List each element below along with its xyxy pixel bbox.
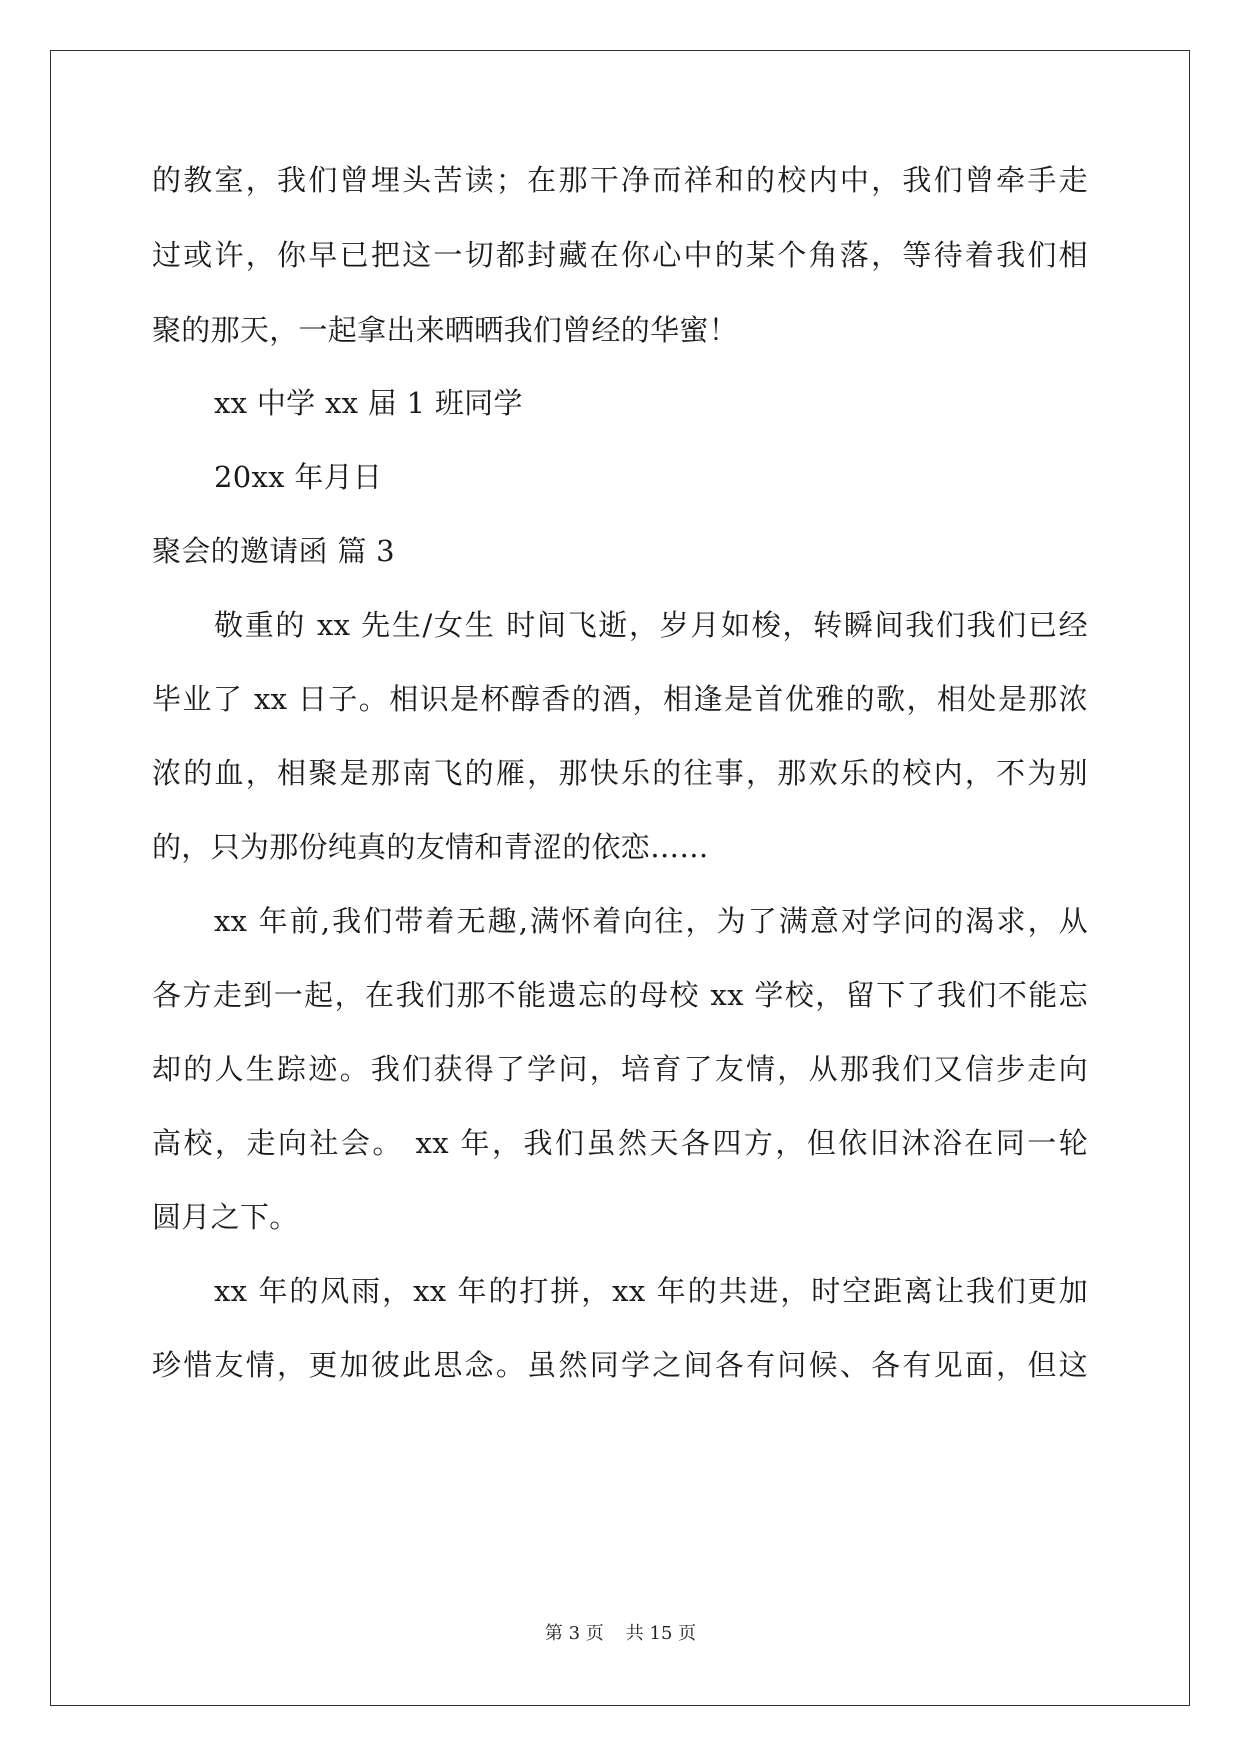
page-border [50, 50, 1190, 1706]
text-line: 珍惜友情，更加彼此思念。虽然同学之间各有问候、各有见面，但这 [152, 1348, 1088, 1382]
text-line: 高校，走向社会。 xx 年，我们虽然天各四方，但依旧沐浴在同一轮 [152, 1126, 1088, 1160]
text-line: 毕业了 xx 日子。相识是杯醇香的酒，相逢是首优雅的歌，相处是那浓 [152, 682, 1088, 716]
date-line: 20xx 年月日 [214, 460, 383, 494]
page-number: 第 3 页 [544, 1623, 604, 1644]
text-line: xx 年前,我们带着无趣,满怀着向往，为了满意对学问的渴求，从 [214, 904, 1088, 938]
text-line: 圆月之下。 [152, 1200, 299, 1234]
text-line: 却的人生踪迹。我们获得了学问，培育了友情，从那我们又信步走向 [152, 1052, 1088, 1086]
page-footer [0, 1623, 1241, 1645]
text-line: 的，只为那份纯真的友情和青涩的依恋…… [152, 830, 709, 864]
text-line: 的教室，我们曾埋头苦读；在那干净而祥和的校内中，我们曾牵手走 [152, 163, 1088, 197]
page-total: 共 15 页 [625, 1623, 697, 1644]
text-line: 过或许，你早已把这一切都封藏在你心中的某个角落，等待着我们相 [152, 238, 1088, 272]
text-line: 敬重的 xx 先生/女生 时间飞逝，岁月如梭，转瞬间我们我们已经 [214, 608, 1088, 642]
text-line: 聚的那天，一起拿出来晒晒我们曾经的华蜜！ [152, 313, 739, 347]
text-line: 各方走到一起，在我们那不能遗忘的母校 xx 学校，留下了我们不能忘 [152, 978, 1088, 1012]
text-line: xx 年的风雨，xx 年的打拼，xx 年的共进，时空距离让我们更加 [214, 1274, 1088, 1308]
text-line: 浓的血，相聚是那南飞的雁，那快乐的往事，那欢乐的校内，不为别 [152, 756, 1088, 790]
signature-line: xx 中学 xx 届 1 班同学 [214, 386, 523, 420]
section-heading: 聚会的邀请函 篇 3 [152, 534, 395, 568]
